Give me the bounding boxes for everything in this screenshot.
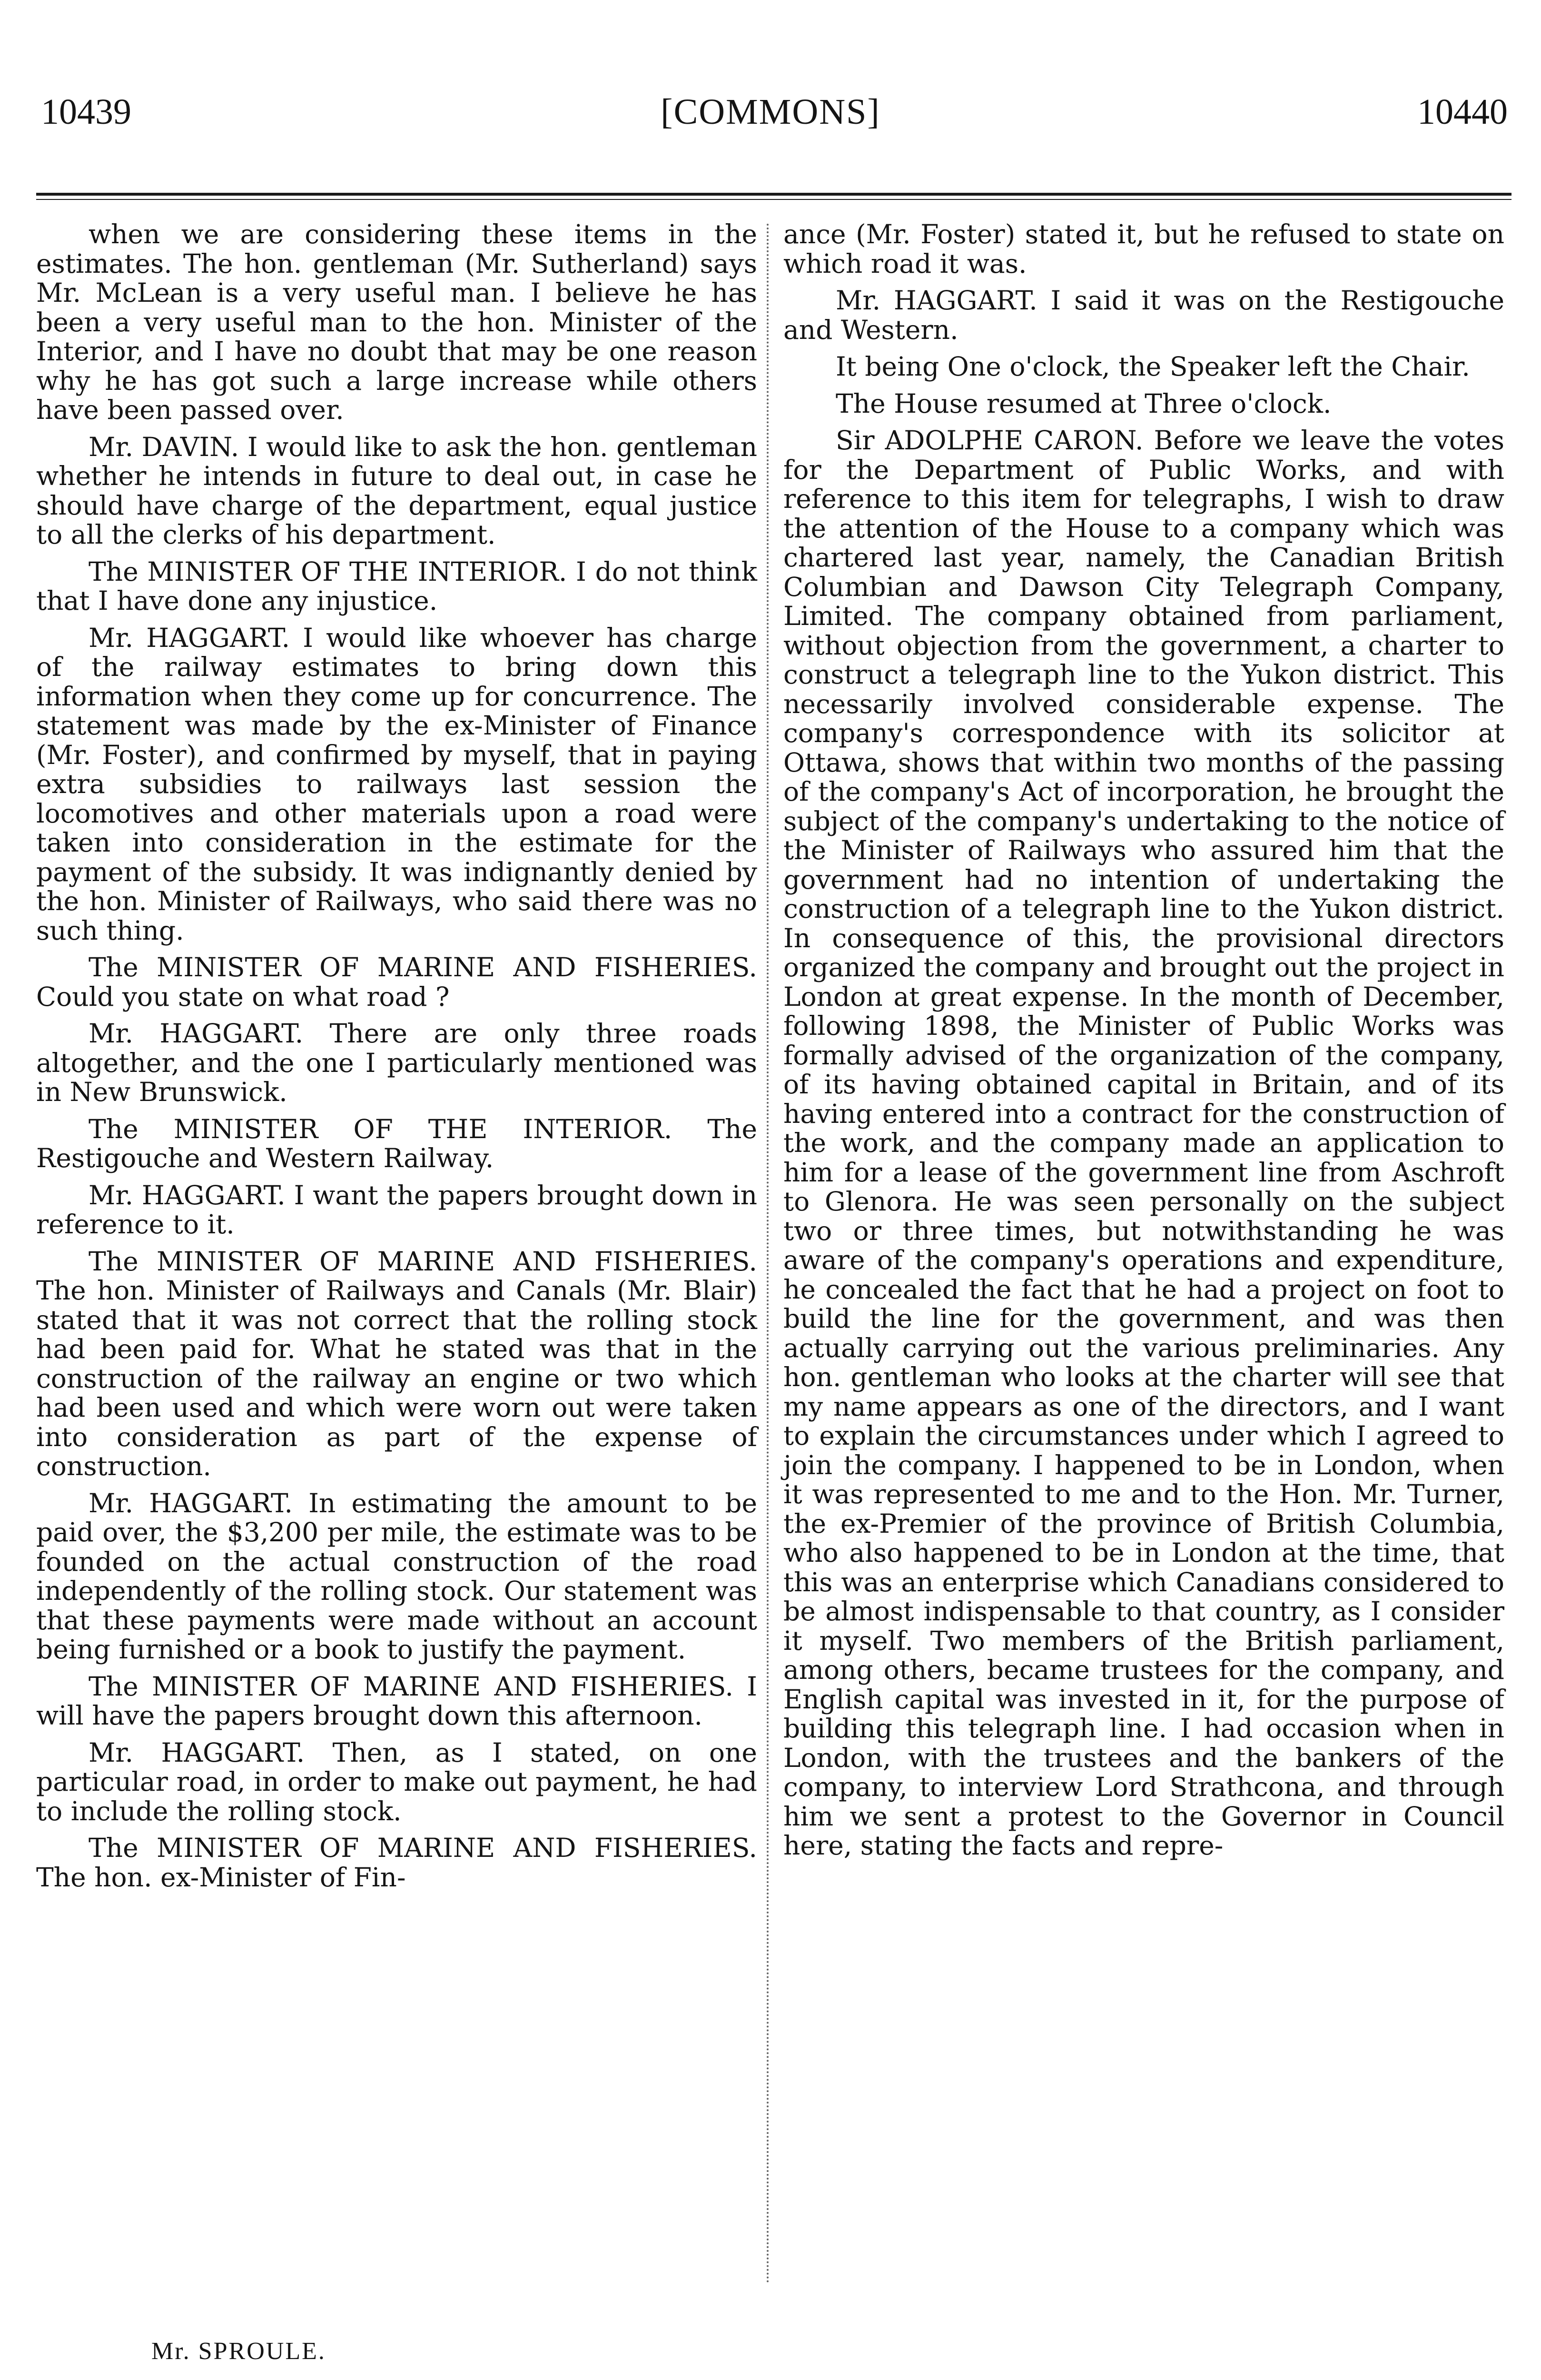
left-column <box>36 220 757 1900</box>
paragraph: Mr. HAGGART. Then, as I stated, on one particular road, in order to make out payment, he had to include the rolling stock. <box>36 1737 757 1826</box>
paragraph: The MINISTER OF MARINE AND FISHERIES. The hon. Minister of Railways and Canals (Mr. Blair) stated that it was not correct that the rolling stock had been paid for. What he stated was that in the construction of the railway an engine or two which had been used and which were worn out were taken into consideration as part of the expense of construction. <box>36 1246 757 1481</box>
header-title: [COMMONS] <box>661 92 880 132</box>
paragraph: ance (Mr. Foster) stated it, but he refused to state on which road it was. <box>783 219 1504 279</box>
paragraph: The MINISTER OF MARINE AND FISHERIES. I will have the papers brought down this afternoon. <box>36 1671 757 1731</box>
paragraph: Mr. HAGGART. There are only three roads altogether, and the one I particularly mentioned was in New Brunswick. <box>36 1018 757 1107</box>
paragraph: It being One o'clock, the Speaker left the Chair. <box>836 351 1470 382</box>
paragraph: The House resumed at Three o'clock. <box>836 388 1332 419</box>
page-number-right: 10440 <box>1417 92 1508 132</box>
right-column <box>783 220 1504 1868</box>
paragraph: Mr. HAGGART. In estimating the amount to be paid over, the $3,200 per mile, the estimate was to be founded on the actual construction of the road independently of the rolling stock. Our statement was that these payments were made without an account being furnished or a book to justify the payment. <box>36 1488 757 1665</box>
page-header <box>0 86 1541 138</box>
paragraph: The MINISTER OF THE INTERIOR. I do not think that I have done any injustice. <box>36 556 757 616</box>
paragraph: The MINISTER OF MARINE AND FISHERIES. Could you state on what road ? <box>36 952 757 1012</box>
paragraph: Mr. DAVIN. I would like to ask the hon. gentleman whether he intends in future to deal out, in case he should have charge of the department, equal justice to all the clerks of his department. <box>36 431 757 550</box>
paragraph: Sir ADOLPHE CARON. Before we leave the votes for the Department of Public Works, and with reference to this item for telegraphs, I wish to draw the attention of the House to a company which was chartered last year, namely, the Canadian British Columbian and Dawson City Telegraph Company, Limited. The company obtained from parliament, without objection from the government, a charter to construct a telegraph line to the Yukon district. This necessarily involved considerable expense. The company's correspondence with its solicitor at Ottawa, shows that within two months of the passing of the company's Act of incorporation, he brought the subject of the company's undertaking to the notice of the Minister of Railways who assured him that the government had no intention of undertaking the construction of a telegraph line to the Yukon district. In consequence of this, the provisional directors organized the company and brought out the project in London at great expense. In the month of December, following 1898, the Minister of Public Works was formally advised of the organization of the company, of its having obtained capital in Britain, and of its having entered into a contract for the construction of the work, and the company made an application to him for a lease of the government line from Aschroft to Glenora. He was seen personally on the subject two or three times, but notwithstanding he was aware of the company's operations and expenditure, he concealed the fact that he had a project on foot to build the line for the government, and was then actually carrying out the various preliminaries. Any hon. gentleman who looks at the charter will see that my name appears as one of the directors, and I want to explain the circumstances under which I agreed to join the company. I happened to be in London, when it was represented to me and to the Hon. Mr. Turner, the ex-Premier of the province of British Columbia, who also happened to be in London at the time, that this was an enterprise which Canadians considered to be almost indispensable to that country, as I consider it myself. Two members of the British parliament, among others, became trustees for the company, and English capital was invested in it, for the purpose of building this telegraph line. I had occasion when in London, with the trustees and the bankers of the company, to interview Lord Strathcona, and through him we sent a protest to the Governor in Council here, stating the facts and repre- <box>783 425 1504 1861</box>
page-number-left: 10439 <box>41 92 131 132</box>
paragraph: The MINISTER OF THE INTERIOR. The Restigouche and Western Railway. <box>36 1113 757 1173</box>
paragraph: Mr. HAGGART. I want the papers brought down in reference to it. <box>36 1180 757 1240</box>
column-divider <box>767 224 769 2285</box>
paragraph: when we are considering these items in the estimates. The hon. gentleman (Mr. Sutherland) says Mr. McLean is a very useful man. I believe he has been a very useful man to the hon. Minister of the Interior, and I have no doubt that may be one reason why he has got such a large increase while others have been passed over. <box>36 219 757 425</box>
paragraph: Mr. HAGGART. I said it was on the Restigouche and Western. <box>783 285 1504 345</box>
header-rule-thick <box>36 193 1511 196</box>
footer-speaker-name: Mr. SPROULE. <box>151 2338 326 2365</box>
paragraph: Mr. HAGGART. I would like whoever has charge of the railway estimates to bring down this information when they come up for concurrence. The statement was made by the ex-Minister of Finance (Mr. Foster), and confirmed by myself, that in paying extra subsidies to railways last session the locomotives and other materials upon a road were taken into consideration in the estimate for the payment of the subsidy. It was indignantly denied by the hon. Minister of Railways, who said there was no such thing. <box>36 622 757 946</box>
paragraph: The MINISTER OF MARINE AND FISHERIES. The hon. ex-Minister of Fin- <box>36 1833 757 1893</box>
header-rule-thin <box>36 199 1511 200</box>
